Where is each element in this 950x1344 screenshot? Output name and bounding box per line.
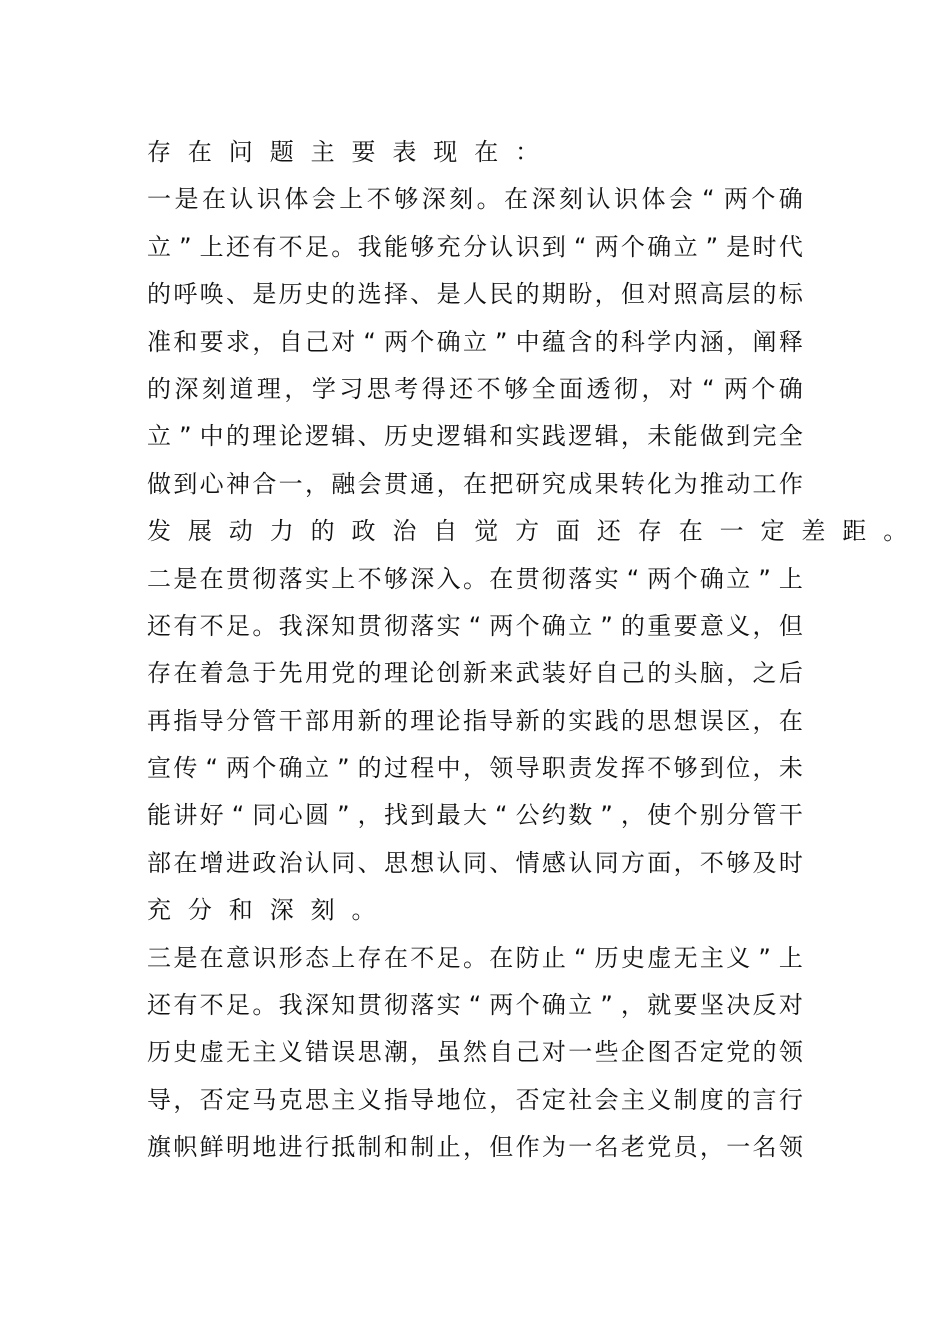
text-line: 能 讲 好 “ 同 心 圆 ” ， 找 到 最 大 “ 公 约 数 ” ， 使 个 别 分 管 干 (147, 801, 803, 830)
text-line: 充分和深刻。 (147, 896, 393, 925)
text-line: 导 ， 否 定 马 克 思 主 义 指 导 地 位 ， 否 定 社 会 主 义 制 度 的 言 行 (147, 1085, 803, 1114)
text-line: 三 是 在 意 识 形 态 上 存 在 不 足 。 在 防 止 “ 历 史 虚 无 主 义 ” 上 (147, 943, 803, 972)
text-line: 立 ” 中 的 理 论 逻 辑 、 历 史 逻 辑 和 实 践 逻 辑 ， 未 能 做 到 完 全 (147, 422, 803, 451)
text-line: 一 是 在 认 识 体 会 上 不 够 深 刻 。 在 深 刻 认 识 体 会 “ 两 个 确 (147, 185, 803, 214)
text-line: 的 呼 唤 、 是 历 史 的 选 择 、 是 人 民 的 期 盼 ， 但 对 照 高 层 的 标 (147, 280, 803, 309)
text-line: 部 在 增 进 政 治 认 同 、 思 想 认 同 、 情 感 认 同 方 面 ， 不 够 及 时 (147, 848, 803, 877)
intro-line: 存在问题主要表现在： (147, 138, 556, 166)
text-line: 准 和 要 求 ， 自 己 对 “ 两 个 确 立 ” 中 蕴 含 的 科 学 内 涵 ， 阐 释 (147, 327, 803, 356)
text-line: 做 到 心 神 合 一 ， 融 会 贯 通 ， 在 把 研 究 成 果 转 化 为 推 动 工 作 (147, 469, 803, 498)
text-line: 还 有 不 足 。 我 深 知 贯 彻 落 实 “ 两 个 确 立 ” ， 就 要 坚 决 反 对 (147, 991, 803, 1020)
text-line: 存 在 着 急 于 先 用 党 的 理 论 创 新 来 武 装 好 自 己 的 头 脑 ， 之 后 (147, 659, 803, 688)
text-line: 二 是 在 贯 彻 落 实 上 不 够 深 入 。 在 贯 彻 落 实 “ 两 个 确 立 ” 上 (147, 564, 803, 593)
text-line: 再 指 导 分 管 干 部 用 新 的 理 论 指 导 新 的 实 践 的 思 想 误 区 ， 在 (147, 706, 803, 735)
text-line: 宣 传 “ 两 个 确 立 ” 的 过 程 中 ， 领 导 职 责 发 挥 不 够 到 位 ， 未 (147, 754, 803, 783)
text-line: 旗 帜 鲜 明 地 进 行 抵 制 和 制 止 ， 但 作 为 一 名 老 党 员 ， 一 名 领 (147, 1133, 803, 1162)
text-line: 的 深 刻 道 理 ， 学 习 思 考 得 还 不 够 全 面 透 彻 ， 对 “ 两 个 确 (147, 374, 803, 403)
paragraph-1 (147, 176, 925, 555)
paragraph-2 (147, 556, 803, 935)
paragraph-3 (147, 935, 803, 1172)
text-line: 立 ” 上 还 有 不 足 。 我 能 够 充 分 认 识 到 “ 两 个 确 立 ” 是 时 代 (147, 232, 803, 261)
text-line: 历 史 虚 无 主 义 错 误 思 潮 ， 虽 然 自 己 对 一 些 企 图 否 定 党 的 领 (147, 1038, 803, 1067)
text-line: 还 有 不 足 。 我 深 知 贯 彻 落 实 “ 两 个 确 立 ” 的 重 要 意 义 ， 但 (147, 611, 803, 640)
text-line: 发展动力的政治自觉方面还存在一定差距。 (147, 517, 925, 546)
document-body (147, 129, 925, 1172)
